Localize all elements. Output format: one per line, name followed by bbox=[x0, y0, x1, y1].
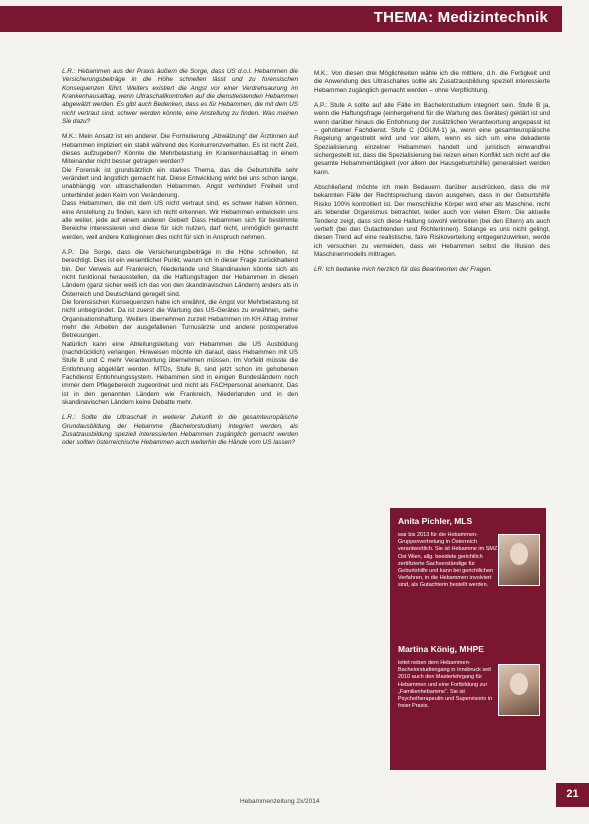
author-info-box bbox=[390, 508, 546, 770]
closing-paragraph: Abschließend möchte ich mein Bedauern darüber ausdrücken, dass die mir bekannten Fälle der Rechtsprechung davon ausgehen, dass in der Geburtshilfe Risiko 100% kontrolliert ist. Der menschliche Körper wird eher als Maschine, nicht als lebender Organismus betrachtet, leider auch von vielen Eltern. Die aktuelle Tendenz zeigt, dass sich diese Haltung sowohl verbreiten (bei den Eltern) als auch vertieft (bei den Gutachtenden und Richterinnen). Solange es uns nicht gelingt, diesen Trend auf eine realistische, faire Risikoverteilung entgegenzuwirken, werde ich versuchen zu vermeiden, dass wir Hebammen selbst die Illusion des Maschinenmodells mittragen. bbox=[314, 184, 550, 258]
question-paragraph-2: L.R.: Sollte die Ultraschall in weiterer Zukunft in die gesamteuropäische Grundausbildung der Hebamme (Bachelorstudium) integriert werden, als Zusatzausbildung speziell interessierten Hebammen zugänglich gemacht werden oder sollten österreichische Hebammen auch weiterhin die Hände vom US lassen? bbox=[62, 414, 298, 447]
right-text-column bbox=[314, 70, 550, 275]
answer-paragraph-mk: M.K.: Mein Ansatz ist ein anderer. Die Formulierung „Abwälzung“ der Ärztinnen auf Hebammen impliziert ein stabil während des Konkurrenzverhalten. Es ist nicht Zeit, dieses aufzugeben? Könnte die Mehrbelastung im Krankenhausalltag in einem Miteinander nicht besser getragen werden? Die Forensik ist grundsätzlich ein starkes Thema, das die Geburtshilfe sehr verändert und ängstlich gemacht hat. Diese Entwicklung wirkt bei uns schon lange, unabhängig von ultraschallenden Hebammen. Angst verhindert Freiheit und unterbindet jeden Keim von Veränderung. Dass Hebammen, die mit dem US nicht vertraut sind, es schwer haben können, eine Anstellung zu finden, kann ich nicht erkennen. Wir Hebammen entwickeln uns alle weiter, jede auf einem anderen Gebiet! Dass Hebammen sich für bestimmte Bereiche interessieren und diese für sich nutzen, darf nicht, unmöglich gemacht werden, weil andere Kolleginnen dies nicht für sich in Anspruch nehmen. bbox=[62, 133, 298, 241]
question-paragraph: L.R.: Hebammen aus der Praxis äußern die Sorge, dass US d.o.I. Hebammen die Versicherungsbeiträge in die Höhe schnellen lässt und zu forensischen Konsequenzen führt. Weiters existiert die Angst vor einer Verdrehsaurung im Krankenhausalltag, wenn Ultraschallkontrollen auf die dienstleistenden Hebammen abgewälzt werden. Es gibt auch Bedenken, dass es für Hebammen, die mit dem US nicht vertraut sind, schwer werden könnte, eine Anstellung zu finden. Was meinen Sie dazu? bbox=[62, 68, 298, 126]
answer-paragraph-mk-2: M.K.: Von diesen drei Möglichkeiten wähle ich die mittlere, d.h. die Fertigkeit und die Anwendung des Ultraschalles sollte als Zusatzausbildung speziell interessierte Hebammen zugänglich gemacht werden – ohne Verpflichtung. bbox=[314, 70, 550, 94]
section-header-bar bbox=[0, 6, 562, 32]
author-name-2: Martina König, MHPE bbox=[398, 644, 484, 654]
page-number-box bbox=[556, 783, 589, 807]
answer-paragraph-ap: A.P.: Die Sorge, dass die Versicherungsbeiträge in die Höhe schnellen, ist berechtigt. Dies ist ein wesentlicher Punkt, warum ich in dieser Frage zurückhaltend bin. Der Verweis auf Frankreich, Niederlande und Skandinavien könnte sich als nicht funktional herausstellen, da die Haftungsfragen der Hebammen in diesen Ländern (ganz sicher weiß ich das von den skandinavischen Ländern) anders als in Österreich und Deutschland geregelt sind. Die forensischen Konsequenzen habe ich erwähnt, die Angst vor Mehrbelastung ist nicht unbegründet. Da ist zuerst die Wartung des US-Gerätes zu erwähnen, siehe Organisationshaftung. Weiters übernehmen zurzeit Hebammen im KH Alltag immer mehr die Arbeiten der ausgefallenen Turnusärzte und andere postoperative Betreuungen. Natürlich kann eine Abteilungsleitung von Hebammen die US Ausbildung (nachdrücklich) verlangen. Hinweisen möchte ich darauf, dass Hebammen mit US Stufe B und C mehr Verantwortung übernehmen müssen. Im Vorfeld müsste die Entlohnung abgeklärt werden. MTDs, Stufe B, sind jetzt schon im gehobenen Fachdienst Entlohnungssystem. Hebammen sind in einigen Bundesländern noch immer dem Pflegebereich zugeordnet und nicht als FACHpersonal anerkannt. Das ist in den genannten Ländern wie Frankreich, Niederlanden und in den skandinavischen Ländern keine Debatte mehr. bbox=[62, 248, 298, 407]
journal-footer: Hebammenzeitung 2x/2014 bbox=[240, 798, 320, 805]
page-number: 21 bbox=[566, 788, 579, 800]
author-name-1: Anita Pichler, MLS bbox=[398, 516, 473, 526]
answer-paragraph-ap-2: A.P.: Stufe A sollte auf alle Fälle im Bachelorstudium integriert sein. Stufe B ja, wenn die Haftungsfrage (einhergehend für die Wartung des Gerätes) geklärt ist und wenn darüber hinaus die Entlohnung der zusätzlichen Verantwortung angepasst ist – gehobener Fachdienst. Stufe C (OGUM-1) ja, wenn eine gesamteuropäische Regelung angestrebt wird und vor allem, wenn es sich um eine dekadente Spezialisierung einzelner Hebammen handelt und juristisch einwandfrei sichergestellt ist, dass die Spezialisierung bei reizen einen Konflikt sich nicht auf die gesamte Hebammentätigkeit (vor allem der Hausgeburtshilfe) generalisiert werden kann. bbox=[314, 102, 550, 176]
thanks-paragraph: LR: Ich bedanke mich herzlich für das Beantworten der Fragen. bbox=[314, 266, 493, 274]
left-text-column bbox=[62, 68, 298, 448]
author-bio-2: leitet neben dem Hebammen-Bachelorstudiengang in Innsbruck seit 2010 auch den Masterlehrgang für Hebammen und eine Fortbildung zur „Familienhebamme“. Sie ist Psychotherapeutin und Supervisorin in freier Praxis. bbox=[398, 660, 493, 710]
author-photo-1 bbox=[498, 534, 540, 586]
author-photo-2 bbox=[498, 664, 540, 716]
section-title: THEMA: Medizintechnik bbox=[373, 9, 548, 26]
author-bio-1: war bis 2013 für die Hebammen-Gruppenvertretung in Österreich verantwortlich. Sie ist Hebamme im SMZ Ost Wien, allg. beeidete gerichtlich zertifizierte Sachverständige für Geburtshilfe und kann bei gerichtlichen Verfahren, in die Hebammen involviert sind, als Gutachterin bestellt werden. bbox=[398, 532, 498, 589]
